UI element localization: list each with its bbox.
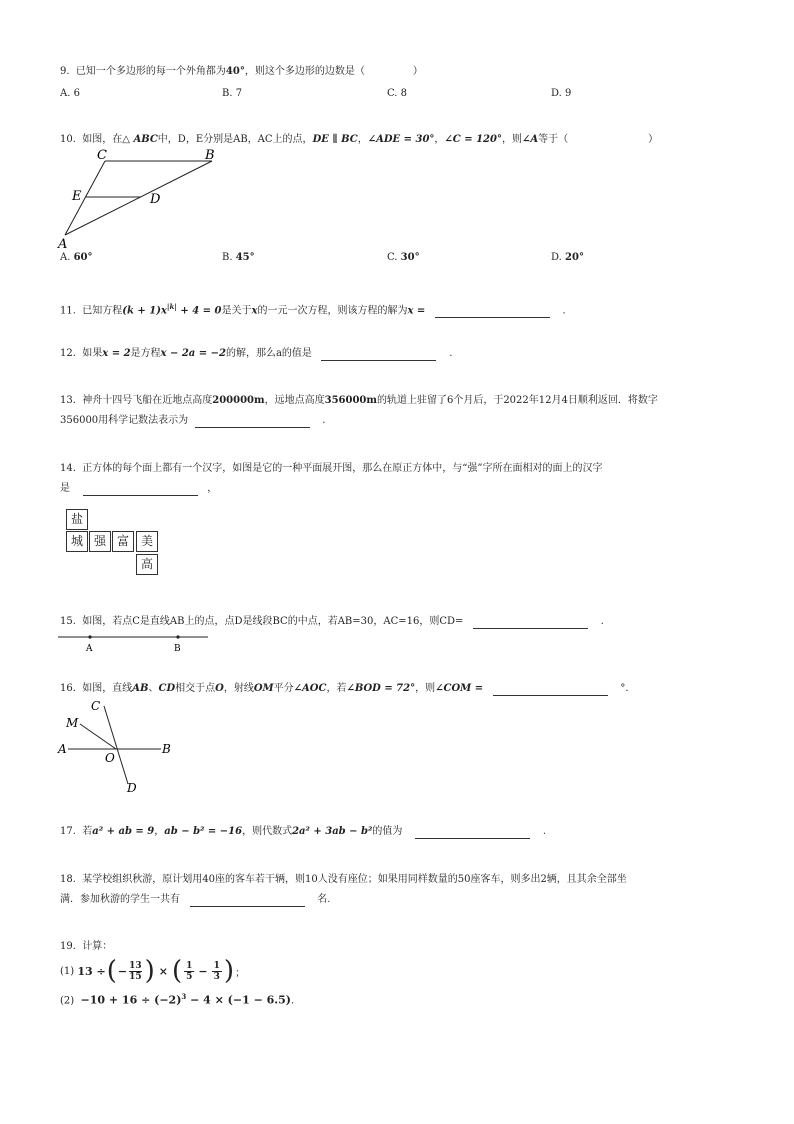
- q10-label-d: D: [150, 192, 161, 207]
- cube-net-top: 盐: [66, 509, 88, 530]
- q10-label-e: E: [72, 189, 82, 204]
- q11-stem: 11. 已知方程$(k + 1)x^{|k|} + 4 = 0$是关于x的一元一次方程，则该方程的解为x = .: [60, 302, 566, 317]
- q17-answer-blank[interactable]: [415, 827, 530, 839]
- q19-title: 19. 计算：: [60, 941, 113, 952]
- cube-net-bottom: 高: [136, 554, 158, 575]
- q10-label-c: C: [97, 148, 107, 163]
- q16-answer-blank[interactable]: [493, 684, 608, 696]
- q11-answer-blank[interactable]: [435, 306, 550, 318]
- q16-label-m: M: [66, 716, 79, 730]
- q9-stem: 9. 已知一个多边形的每一个外角都为40°，则这个多边形的边数是（ ）: [60, 66, 423, 77]
- q13-stem: 13. 神舟十四号飞船在近地点高度200000m，远地点高度356000m的轨道上驻留了6个月后，于2022年12月4日顺利返回．将数字: [60, 395, 658, 406]
- q16-label-c: C: [91, 699, 101, 713]
- q15-answer-blank[interactable]: [473, 617, 588, 629]
- q12-stem: 12. 如果x = 2是方程x − 2a = −2的解，那么a的值是 .: [60, 348, 453, 359]
- q17-stem: 17. 若a² + ab = 9，ab − b² = −16，则代数式2a² + 3ab − b²的值为 .: [60, 826, 547, 837]
- q16-label-d: D: [127, 781, 137, 795]
- cube-net-cell-4: 美: [136, 531, 158, 552]
- q9-option-b: B. 7: [222, 88, 243, 99]
- q18-line1: 18. 某学校组织秋游，原计划用40座的客车若干辆，则10人没有座位；如果用同样数量的50座客车，则多出2辆，且其余全部坐: [60, 874, 627, 885]
- q14-answer-blank[interactable]: [83, 484, 198, 496]
- q10-option-d: D. 20°: [551, 252, 584, 263]
- q10-stem: 10. 如图，在△ ABC中，D，E分别是AB，AC上的点，DE ∥ BC，∠ADE = 30°，∠C = 120°，则∠A等于（ ）: [60, 134, 659, 145]
- q18-answer-blank[interactable]: [190, 895, 305, 907]
- q16-label-b: B: [162, 742, 171, 756]
- q18-line2: 满．参加秋游的学生一共有 名.: [60, 894, 331, 905]
- q15-stem: 15. 如图，若点C是直线AB上的点，点D是线段BC的中点，若AB=30，AC=16，则CD= .: [60, 616, 604, 627]
- q12-answer-blank[interactable]: [321, 349, 436, 361]
- q10-label-a: A: [58, 237, 68, 252]
- q14-line2: 是 ，: [60, 483, 218, 494]
- q15-label-a: A: [86, 644, 93, 654]
- q19-part1: (1) 13 ÷ ( − $\frac{13}{15}$ ) × ( 1 5 − $\frac{1}{3}$ ) ；: [60, 956, 246, 986]
- q19-part2: $(2) -10 + 16 \div (-2)^3 - 4 \times (-1 - 6.5)$.: [60, 992, 295, 1007]
- q10-label-b: B: [205, 148, 215, 163]
- q16-label-a: A: [58, 742, 67, 756]
- q10-triangle-figure: [55, 146, 225, 252]
- q14-stem: 14. 正方体的每个面上都有一个汉字，如图是它的一种平面展开图，那么在原正方体中，与“强”字所在面相对的面上的汉字: [60, 463, 603, 474]
- q9-option-d: D. 9: [551, 88, 572, 99]
- cube-net-cell-3: 富: [112, 531, 134, 552]
- cube-net-cell-1: 城: [66, 531, 88, 552]
- q16-stem: 16. 如图，直线AB、CD相交于点O，射线OM平分∠AOC，若∠BOD = 72°，则∠COM = °．: [60, 683, 636, 694]
- q15-label-b: B: [174, 644, 181, 654]
- q10-option-c: C. 30°: [387, 252, 420, 263]
- q15-line-figure: [58, 630, 210, 654]
- q9-option-a: A. 6: [60, 88, 80, 99]
- q9-option-c: C. 8: [387, 88, 408, 99]
- q13-line2: 356000用科学记数法表示为 .: [60, 415, 326, 426]
- q16-label-o: O: [105, 751, 115, 765]
- q10-option-b: B. 45°: [222, 252, 255, 263]
- q10-option-a: A. 60°: [60, 252, 93, 263]
- cube-net-cell-2: 强: [89, 531, 111, 552]
- q13-answer-blank[interactable]: [195, 416, 310, 428]
- q16-lines-figure: [56, 696, 180, 796]
